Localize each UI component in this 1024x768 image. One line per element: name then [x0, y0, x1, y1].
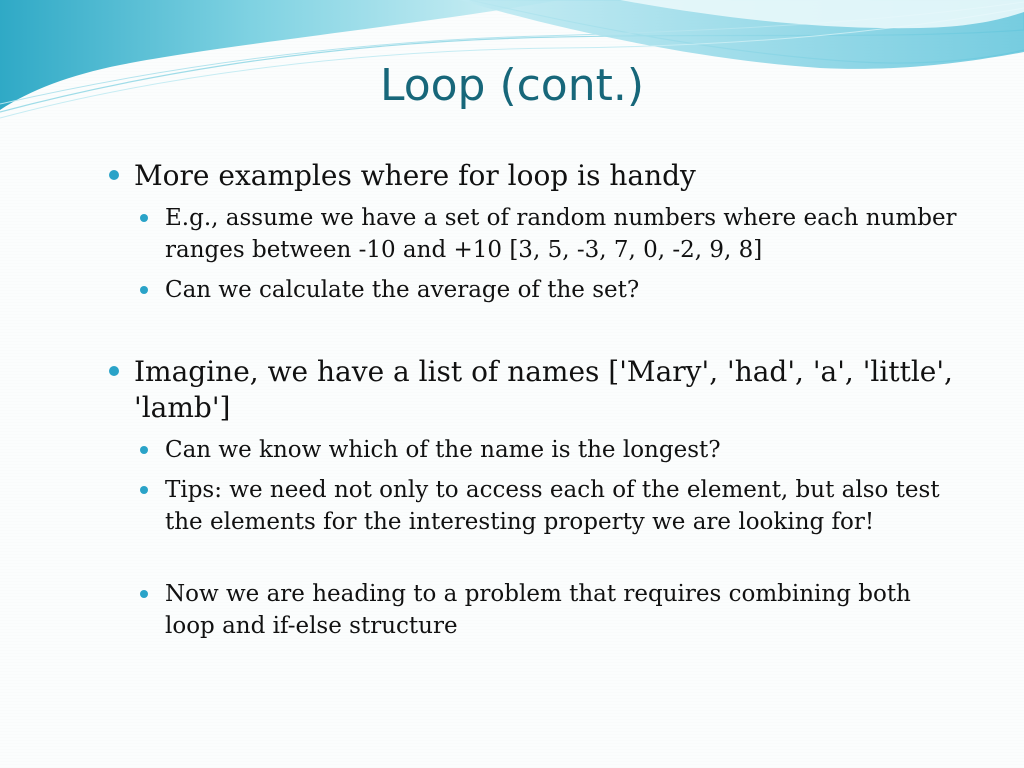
- bullet-level2-text: E.g., assume we have a set of random numbers where each number ranges between -10 and +10 [3, 5, -3, 7, 0, -2, 9, 8]: [165, 205, 957, 263]
- bullet-level1-text: Imagine, we have a list of names ['Mary', 'had', 'a', 'little', 'lamb']: [134, 355, 953, 424]
- bullet-level2-text: Now we are heading to a problem that requires combining both loop and if-else structure: [165, 581, 911, 639]
- sub-bullet-icon: [140, 214, 148, 222]
- bullet-level1-text: More examples where for loop is handy: [134, 159, 696, 192]
- bullet-level2-text: Tips: we need not only to access each of the element, but also test the elements for the interesting property we are looking for!: [165, 477, 940, 535]
- bullet-icon: [109, 170, 119, 180]
- bullet-icon: [109, 366, 119, 376]
- sub-bullet-icon: [140, 590, 148, 598]
- bullet-level2-text: Can we know which of the name is the longest?: [165, 437, 721, 463]
- sub-bullet-icon: [140, 286, 148, 294]
- slide-title: Loop (cont.): [379, 60, 645, 111]
- sub-bullet-icon: [140, 486, 148, 494]
- sub-bullet-icon: [140, 446, 148, 454]
- bullet-level2-text: Can we calculate the average of the set?: [165, 277, 640, 303]
